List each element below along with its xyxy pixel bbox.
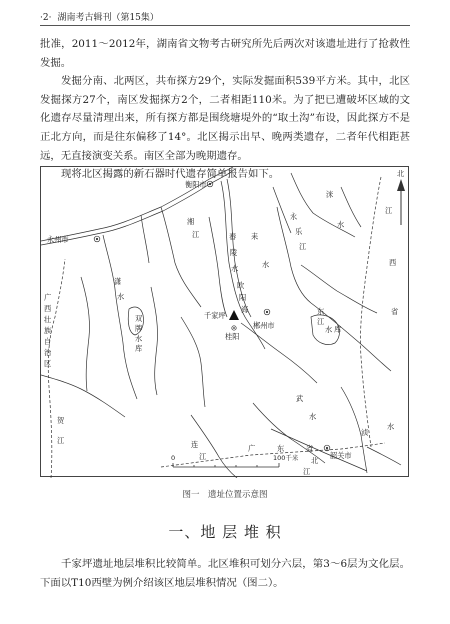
label-char: 欧 <box>237 281 245 290</box>
label-char: 江 <box>299 242 307 251</box>
river-network <box>41 167 401 478</box>
label-char: 牌 <box>135 324 143 333</box>
label-char: 广 <box>44 293 52 302</box>
label-char: 东 <box>277 444 285 453</box>
label-char: 省 <box>306 444 314 453</box>
label-char: 耒 <box>251 232 259 241</box>
label-char: 库 <box>135 344 143 353</box>
label-char: 广 <box>248 444 256 453</box>
label-char: 省 <box>391 307 399 316</box>
label-char: 潇 <box>114 277 122 286</box>
site-qianjiaping: 千家坪 <box>204 311 226 320</box>
city-guiyang: 桂阳 <box>225 332 240 341</box>
label-char: 区 <box>44 359 52 368</box>
label-char: 水 <box>337 220 345 229</box>
label-char: 治 <box>44 348 52 357</box>
label-char: 自 <box>44 337 52 346</box>
city-hengyang: 衡阳市 <box>185 180 207 189</box>
paragraph: 千家坪遗址地层堆积比较简单。北区堆积可划分六层，第3～6层为文化层。下面以T10西壁为例介绍该区地层堆积情况（图二）。 <box>40 558 410 589</box>
label-char: 江 <box>303 467 311 476</box>
paragraph: 批准，2011～2012年，湖南省文物考古研究所先后两次对该遗址进行了抢救性发掘。 <box>40 38 410 69</box>
scale-end: 100千米 <box>273 454 299 462</box>
label-char: 浈 <box>361 428 369 437</box>
label-char: 舂 <box>229 232 237 241</box>
label-char: 连 <box>191 440 199 449</box>
body-text-lower <box>40 555 410 592</box>
paragraph: 现将北区揭露的新石器时代遗存简单报告如下。 <box>61 168 280 181</box>
north-arrow-icon <box>397 179 405 225</box>
page-number: ·2· <box>40 13 52 23</box>
label-char: 西 <box>44 304 52 313</box>
paragraph: 发掘分南、北两区，共布探方29个，实际发掘面积539平方米。其中，北区发掘探方27个，南区发掘探方2个，二者相距110米。为了把已遭破坏区域的文化遗存尽量清理出来，所有探方都是围绕塘堤外的“取土沟”布设，因此探方不是正北方向，而是往东偏移了14°。北区揭示出早、晚两类遗存，二者年代相距甚远，无直接演变关系。南区全部为晚期遗存。 <box>40 75 410 162</box>
label-char: 水 <box>387 422 395 431</box>
label-char: 水 <box>135 334 143 343</box>
city-chenzhou: 郴州市 <box>253 321 275 330</box>
map-svg <box>41 167 410 478</box>
figure-caption: 图一 遗址位置示意图 <box>182 490 268 500</box>
city-shaoguan: 韶关市 <box>330 451 352 460</box>
label-char: 阳 <box>239 293 247 302</box>
journal-title: 湖南考古辑刊（第15集） <box>57 13 159 23</box>
label-char: 水 <box>309 412 317 421</box>
label-char: 武 <box>296 394 304 403</box>
label-char: 库 <box>334 325 342 334</box>
location-map <box>40 166 409 477</box>
label-char: 水 <box>117 292 125 301</box>
north-label: 北 <box>397 169 405 178</box>
label-char: 湘 <box>187 217 195 226</box>
label-char: 东 <box>317 307 325 316</box>
label-char: 永 <box>290 212 298 221</box>
label-char: 洣 <box>326 190 334 199</box>
label-char: 陵 <box>230 248 238 257</box>
label-char: 水 <box>325 325 333 334</box>
label-char: 海 <box>241 305 249 314</box>
label-char: 西 <box>389 258 397 267</box>
label-char: 乐 <box>295 227 303 236</box>
scale-start: 0 <box>171 454 176 462</box>
label-char: 江 <box>192 230 200 239</box>
label-char: 江 <box>317 317 325 326</box>
site-triangle-icon <box>229 310 239 320</box>
body-text <box>40 35 410 184</box>
page-header <box>40 10 410 23</box>
section-title: 一、地 层 堆 积 <box>168 523 282 541</box>
label-char: 江 <box>385 206 393 215</box>
label-char: 壮 <box>44 315 52 324</box>
label-char: 水 <box>231 264 239 273</box>
label-char: 双 <box>135 314 143 323</box>
label-char: 贺 <box>57 416 65 425</box>
label-char: 江 <box>199 452 207 461</box>
label-char: 族 <box>44 326 52 335</box>
label-char: 北 <box>311 456 319 465</box>
city-yongzhou: 永州市 <box>47 235 69 244</box>
label-char: 江 <box>57 436 65 445</box>
header-rule <box>40 25 410 26</box>
label-char: 水 <box>262 260 270 269</box>
